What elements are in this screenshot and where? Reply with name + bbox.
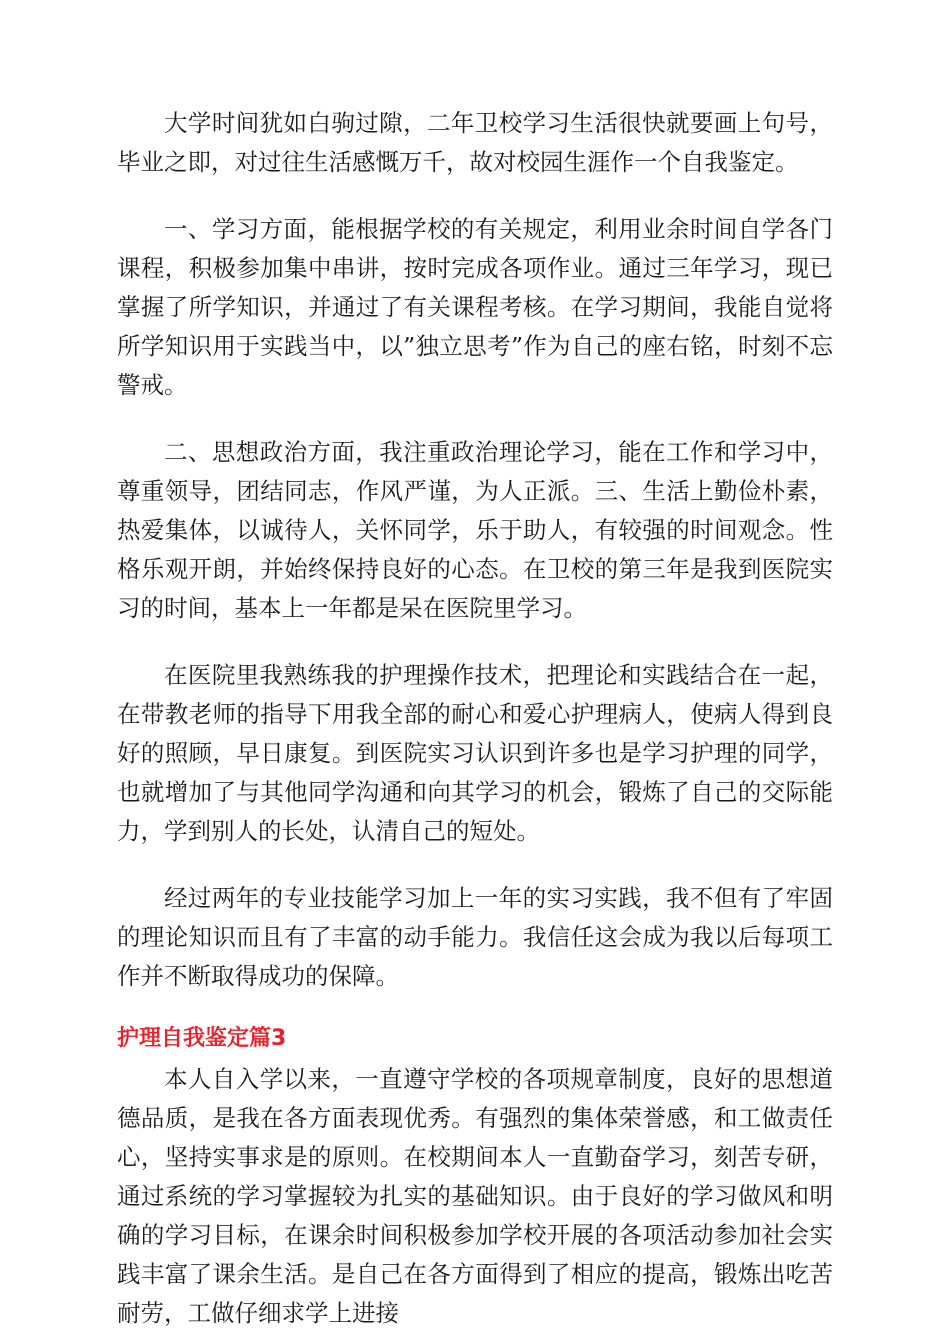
- section-heading: 护理自我鉴定篇3: [117, 1026, 287, 1051]
- document-body: [117, 104, 833, 1333]
- paragraph-conclusion: 经过两年的专业技能学习加上一年的实习实践，我不但有了牢固的理论知识而且有了丰富的动手能力。我信任这会成为我以后每项工作并不断取得成功的保障。: [117, 884, 833, 990]
- paragraph-politics-life: 二、思想政治方面，我注重政治理论学习，能在工作和学习中，尊重领导，团结同志，作风严谨，为人正派。三、生活上勤俭朴素，热爱集体，以诚待人，关怀同学，乐于助人，有较强的时间观念。性格乐观开朗，并始终保持良好的心态。在卫校的第三年是我到医院实习的时间，基本上一年都是呆在医院里学习。: [117, 438, 833, 622]
- paragraph-hospital: 在医院里我熟练我的护理操作技术，把理论和实践结合在一起，在带教老师的指导下用我全部的耐心和爱心护理病人，使病人得到良好的照顾，早日康复。到医院实习认识到许多也是学习护理的同学，也就增加了与其他同学沟通和向其学习的机会，锻炼了自己的交际能力，学到别人的长处，认清自己的短处。: [117, 661, 833, 845]
- paragraph-section3: 本人自入学以来，一直遵守学校的各项规章制度，良好的思想道德品质，是我在各方面表现优秀。有强烈的集体荣誉感，和工做责任心，坚持实事求是的原则。在校期间本人一直勤奋学习，刻苦专研，通过系统的学习掌握较为扎实的基础知识。由于良好的学习做风和明确的学习目标，在课余时间积极参加学校开展的各项活动参加社会实践丰富了课余生活。是自己在各方面得到了相应的提高，锻炼出吃苦耐劳，工做仔细求学上进接: [117, 1065, 833, 1327]
- paragraph-intro: 大学时间犹如白驹过隙，二年卫校学习生活很快就要画上句号，毕业之即，对过往生活感慨万千，故对校园生涯作一个自我鉴定。: [117, 109, 833, 176]
- paragraph-study: 一、学习方面，能根据学校的有关规定，利用业余时间自学各门课程，积极参加集中串讲，按时完成各项作业。通过三年学习，现已掌握了所学知识，并通过了有关课程考核。在学习期间，我能自觉将所学知识用于实践当中，以”独立思考”作为自己的座右铭，时刻不忘警戒。: [117, 215, 833, 399]
